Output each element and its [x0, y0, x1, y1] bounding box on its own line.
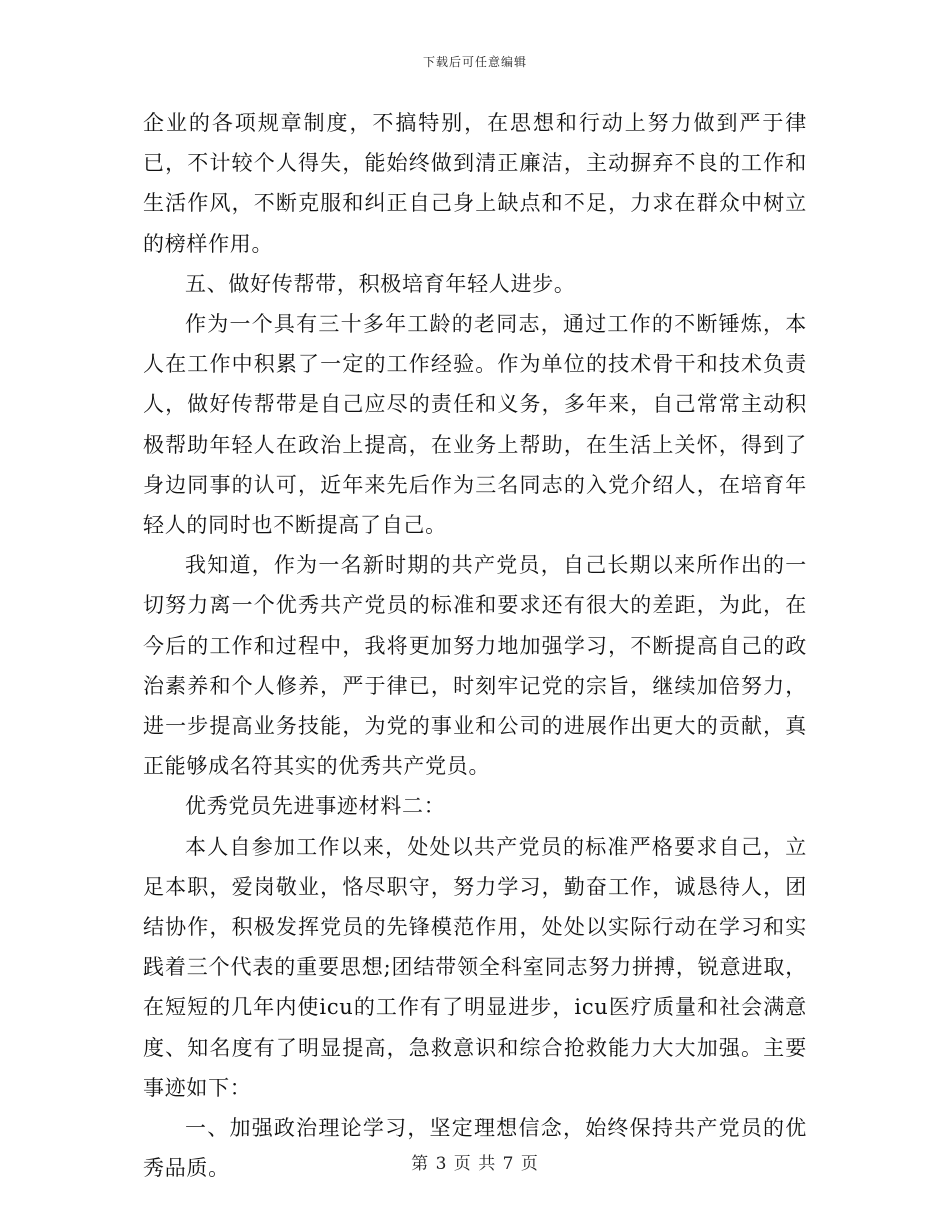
page-header-note: 下载后可任意编辑: [422, 55, 527, 69]
paragraph-self-reflection: 我知道，作为一名新时期的共产党员，自己长期以来所作出的一切努力离一个优秀共产党员的标准和要求还有很大的差距，为此，在今后的工作和过程中，我将更加努力地加强学习，不断提高自己的政治素养和个人修养，严于律已，时刻牢记党的宗旨，继续加倍努力，进一步提高业务技能，为党的事业和公司的进展作出更大的贡献，真正能够成名符其实的优秀共产党员。: [143, 553, 807, 779]
paragraph-introduction: 本人自参加工作以来，处处以共产党员的标准严格要求自己，立足本职，爱岗敬业，恪尽职守，努力学习，勤奋工作，诚恳待人，团结协作，积极发挥党员的先锋模范作用，处处以实际行动在学习和实践着三个代表的重要思想;团结带领全科室同志努力拼搏，锐意进取，在短短的几年内使icu的工作有了明显进步，icu医疗质量和社会满意度、知名度有了明显提高，急救意识和综合抢救能力大大加强。主要事迹如下：: [143, 834, 807, 1100]
section-heading-one: 一、加强政治理论学习，坚定理想信念，始终保持共产党员的优秀品质。: [143, 1116, 807, 1181]
page-number-middle: 页 共: [453, 1154, 497, 1174]
total-pages-number: 7: [502, 1154, 515, 1174]
page-number-prefix: 第: [411, 1154, 430, 1174]
paragraph-continuation: 企业的各项规章制度，不搞特别，在思想和行动上努力做到严于律已，不计较个人得失，能始终做到清正廉洁，主动摒弃不良的工作和生活作风，不断克服和纠正自己身上缺点和不足，力求在群众中树立的榜样作用。: [143, 111, 807, 256]
page-footer: [0, 1153, 950, 1175]
paragraph-mentoring: 作为一个具有三十多年工龄的老同志，通过工作的不断锤炼，本人在工作中积累了一定的工作经验。作为单位的技术骨干和技术负责人，做好传帮带是自己应尽的责任和义务，多年来，自己常常主动积极帮助年轻人在政治上提高，在业务上帮助，在生活上关怀，得到了身边同事的认可，近年来先后作为三名同志的入党介绍人，在培育年轻人的同时也不断提高了自己。: [143, 312, 807, 538]
current-page-number: 3: [435, 1154, 448, 1174]
section-title-material-two: 优秀党员先进事迹材料二：: [185, 794, 446, 819]
page-number-suffix: 页: [520, 1154, 539, 1174]
section-heading-five: 五、做好传帮带，积极培育年轻人进步。: [185, 271, 576, 296]
document-body: [143, 103, 807, 1188]
